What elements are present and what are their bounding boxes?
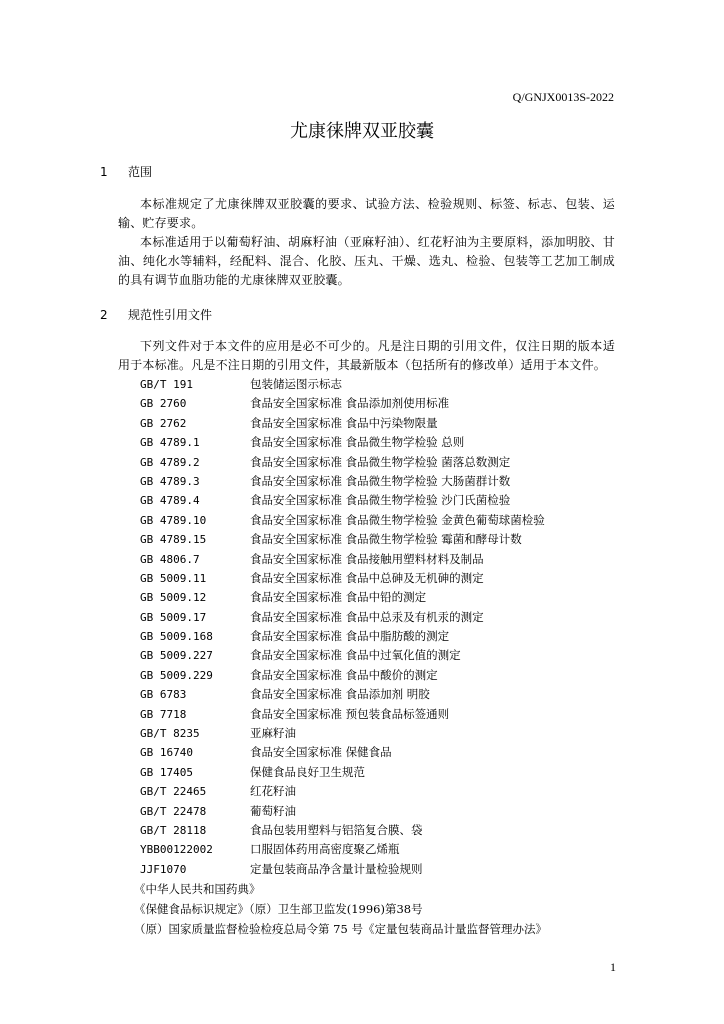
reference-title: 食品安全国家标准 食品添加剂 明胶 xyxy=(250,687,430,702)
reference-code: GB 5009.229 xyxy=(140,668,213,682)
reference-title: 食品安全国家标准 食品微生物学检验 沙门氏菌检验 xyxy=(250,493,511,508)
reference-row xyxy=(140,685,545,704)
reference-code: GB/T 8235 xyxy=(140,727,200,741)
reference-title: 保健食品良好卫生规范 xyxy=(250,764,365,779)
reference-row xyxy=(140,588,545,607)
reference-code: GB/T 28118 xyxy=(140,823,207,837)
document-title: 尤康徕牌双亚胶囊 xyxy=(290,121,434,142)
reference-row xyxy=(140,724,545,743)
reference-title: 包装储运图示标志 xyxy=(250,377,342,391)
reference-row xyxy=(140,627,545,646)
reference-row xyxy=(140,375,545,394)
reference-code: GB 4789.15 xyxy=(140,533,207,547)
reference-row xyxy=(140,821,545,840)
reference-code: YBB00122002 xyxy=(140,843,213,857)
reference-row xyxy=(140,743,545,762)
reference-list xyxy=(140,375,545,879)
section-number: 1 xyxy=(100,165,108,179)
scope-paragraph-2: 本标准适用于以葡萄籽油、胡麻籽油（亚麻籽油）、红花籽油为主要原料，添加明胶、甘油、纯化水等辅料，经配料、混合、化胶、压丸、干燥、选丸、检验、包装等工艺加工制成的具有调节血脂功能的尤康徕牌双亚胶囊。 xyxy=(118,235,615,287)
reference-title: 食品包装用塑料与铝箔复合膜、袋 xyxy=(250,822,423,837)
reference-title: 食品安全国家标准 预包装食品标签通则 xyxy=(250,706,450,721)
section-title: 规范性引用文件 xyxy=(128,308,213,322)
reference-title: 食品安全国家标准 食品中总汞及有机汞的测定 xyxy=(250,609,484,624)
reference-code: GB 5009.227 xyxy=(140,649,213,663)
document-code: Q/GNJX0013S-2022 xyxy=(512,90,614,104)
reference-row xyxy=(140,453,545,472)
reference-title: 食品安全国家标准 食品微生物学检验 菌落总数测定 xyxy=(250,454,511,469)
reference-code: GB 6783 xyxy=(140,688,187,702)
reference-title: 食品安全国家标准 食品中脂肪酸的测定 xyxy=(250,629,450,644)
reference-code: GB 4789.1 xyxy=(140,436,200,450)
reference-code: GB/T 22465 xyxy=(140,785,207,799)
reference-code: GB 4789.10 xyxy=(140,513,207,527)
reference-row xyxy=(140,646,545,665)
reference-title: 食品安全国家标准 食品微生物学检验 金黄色葡萄球菌检验 xyxy=(250,512,545,527)
extra-reference: 《保健食品标识规定》（原）卫生部卫监发(1996)第38号 xyxy=(134,902,423,916)
reference-code: GB 4789.3 xyxy=(140,474,200,488)
reference-title: 食品安全国家标准 食品添加剂使用标准 xyxy=(250,396,450,411)
reference-code: GB 16740 xyxy=(140,746,193,760)
reference-code: GB 5009.17 xyxy=(140,610,207,624)
reference-row xyxy=(140,608,545,627)
reference-title: 食品安全国家标准 食品中过氧化值的测定 xyxy=(250,648,461,663)
extra-reference: 《中华人民共和国药典》 xyxy=(134,882,261,896)
reference-title: 食品安全国家标准 食品中铅的测定 xyxy=(250,590,427,605)
reference-title: 亚麻籽油 xyxy=(250,726,296,741)
section-2-heading xyxy=(100,306,212,323)
reference-row xyxy=(140,511,545,530)
reference-code: GB 7718 xyxy=(140,707,187,721)
reference-row xyxy=(140,763,545,782)
reference-code: GB 5009.11 xyxy=(140,571,207,585)
reference-code: GB 4789.4 xyxy=(140,494,200,508)
reference-row xyxy=(140,433,545,452)
references-intro: 下列文件对于本文件的应用是必不可少的。凡是注日期的引用文件，仅注日期的版本适用于本标准。凡是不注日期的引用文件，其最新版本（包括所有的修改单）适用于本文件。 xyxy=(118,339,615,372)
reference-row xyxy=(140,550,545,569)
reference-code: GB/T 191 xyxy=(140,378,193,391)
reference-row xyxy=(140,782,545,801)
reference-code: GB 2760 xyxy=(140,397,187,411)
reference-row xyxy=(140,860,545,879)
reference-title: 食品安全国家标准 食品微生物学检验 总则 xyxy=(250,435,465,450)
reference-code: GB 4806.7 xyxy=(140,552,200,566)
reference-title: 定量包装商品净含量计量检验规则 xyxy=(250,861,423,876)
reference-title: 食品安全国家标准 食品接触用塑料材料及制品 xyxy=(250,551,484,566)
reference-code: GB 4789.2 xyxy=(140,455,200,469)
reference-code: JJF1070 xyxy=(140,862,187,876)
reference-row xyxy=(140,414,545,433)
reference-row xyxy=(140,840,545,859)
reference-code: GB 5009.12 xyxy=(140,591,207,605)
reference-title: 食品安全国家标准 食品中总砷及无机砷的测定 xyxy=(250,570,484,585)
reference-title: 食品安全国家标准 食品微生物学检验 霉菌和酵母计数 xyxy=(250,532,522,547)
page-number: 1 xyxy=(610,960,616,974)
reference-row xyxy=(140,491,545,510)
reference-row xyxy=(140,394,545,413)
reference-title: 红花籽油 xyxy=(250,784,296,799)
reference-code: GB/T 22478 xyxy=(140,804,207,818)
section-number: 2 xyxy=(100,308,108,322)
reference-row xyxy=(140,569,545,588)
scope-paragraph-1: 本标准规定了尤康徕牌双亚胶囊的要求、试验方法、检验规则、标签、标志、包装、运输、贮存要求。 xyxy=(118,197,615,230)
reference-title: 食品安全国家标准 食品微生物学检验 大肠菌群计数 xyxy=(250,473,511,488)
reference-title: 葡萄籽油 xyxy=(250,803,296,818)
reference-row xyxy=(140,472,545,491)
reference-code: GB 2762 xyxy=(140,416,187,430)
extra-reference: （原）国家质量监督检验检疫总局令第 75 号《定量包装商品计量监督管理办法》 xyxy=(134,922,547,936)
reference-title: 口服固体药用高密度聚乙烯瓶 xyxy=(250,842,400,857)
reference-row xyxy=(140,530,545,549)
reference-code: GB 5009.168 xyxy=(140,630,213,644)
reference-row xyxy=(140,666,545,685)
reference-row xyxy=(140,705,545,724)
section-title: 范围 xyxy=(128,165,153,179)
reference-title: 食品安全国家标准 食品中酸价的测定 xyxy=(250,667,438,682)
reference-title: 食品安全国家标准 食品中污染物限量 xyxy=(250,415,438,430)
reference-row xyxy=(140,802,545,821)
reference-code: GB 17405 xyxy=(140,765,193,779)
section-1-heading xyxy=(100,163,152,180)
reference-title: 食品安全国家标准 保健食品 xyxy=(250,745,392,760)
